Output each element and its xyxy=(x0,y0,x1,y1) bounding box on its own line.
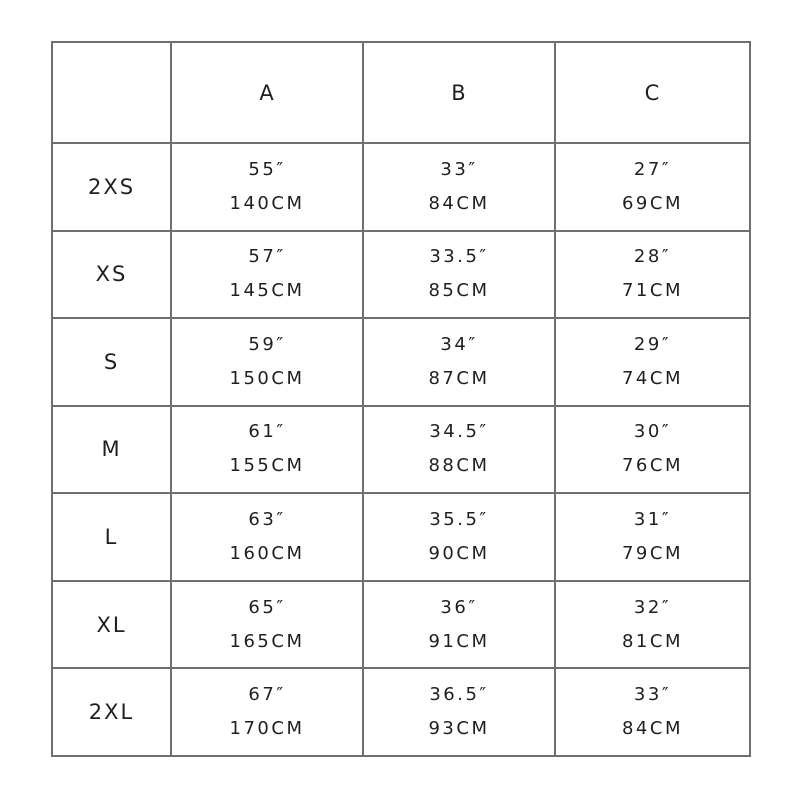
size-label: XL xyxy=(52,581,171,669)
measurement-pair xyxy=(172,597,362,653)
measurement-pair xyxy=(364,684,554,740)
measurement-pair xyxy=(556,509,749,565)
measurement-cell xyxy=(363,143,555,231)
centimeters-value: 71CM xyxy=(621,280,683,302)
measurement-pair xyxy=(556,159,749,215)
inches-value: 27″ xyxy=(633,158,672,180)
measurement-cell xyxy=(363,581,555,669)
table-row xyxy=(52,581,750,669)
measurement-pair xyxy=(364,597,554,653)
measurement-cell xyxy=(171,318,363,406)
header-row xyxy=(52,42,750,143)
centimeters-value: 140CM xyxy=(229,192,305,214)
centimeters-value: 93CM xyxy=(428,718,490,740)
measurement-pair xyxy=(364,334,554,390)
centimeters-value: 88CM xyxy=(428,455,490,477)
inches-value: 30″ xyxy=(633,421,672,443)
measurement-cell xyxy=(363,231,555,319)
measurement-cell xyxy=(171,581,363,669)
measurement-pair xyxy=(172,509,362,565)
measurement-pair xyxy=(556,246,749,302)
measurement-pair xyxy=(364,246,554,302)
centimeters-value: 74CM xyxy=(621,367,683,389)
inches-value: 63″ xyxy=(248,509,286,531)
measurement-cell xyxy=(171,668,363,756)
size-chart-table xyxy=(51,41,751,757)
measurement-cell xyxy=(555,493,750,581)
centimeters-value: 90CM xyxy=(428,543,490,565)
table-row xyxy=(52,143,750,231)
measurement-pair xyxy=(172,421,362,477)
inches-value: 31″ xyxy=(633,509,672,531)
measurement-cell xyxy=(555,668,750,756)
size-label: XS xyxy=(52,231,171,319)
centimeters-value: 150CM xyxy=(229,367,305,389)
size-label: S xyxy=(52,318,171,406)
table-row xyxy=(52,318,750,406)
size-label: L xyxy=(52,493,171,581)
centimeters-value: 84CM xyxy=(621,718,683,740)
inches-value: 65″ xyxy=(248,596,286,618)
corner-cell xyxy=(52,42,171,143)
inches-value: 35.5″ xyxy=(429,509,489,531)
centimeters-value: 84CM xyxy=(428,192,490,214)
measurement-cell xyxy=(171,493,363,581)
centimeters-value: 76CM xyxy=(621,455,683,477)
inches-value: 33.5″ xyxy=(429,246,489,268)
table-row xyxy=(52,668,750,756)
table-row xyxy=(52,231,750,319)
measurement-pair xyxy=(556,684,749,740)
measurement-cell xyxy=(171,231,363,319)
centimeters-value: 145CM xyxy=(229,280,305,302)
measurement-pair xyxy=(172,684,362,740)
measurement-cell xyxy=(171,406,363,494)
measurement-cell xyxy=(363,668,555,756)
inches-value: 57″ xyxy=(248,246,286,268)
size-label: M xyxy=(52,406,171,494)
inches-value: 34.5″ xyxy=(429,421,489,443)
measurement-pair xyxy=(556,597,749,653)
centimeters-value: 69CM xyxy=(621,192,683,214)
centimeters-value: 170CM xyxy=(229,718,305,740)
column-header-c: C xyxy=(555,42,750,143)
measurement-cell xyxy=(555,318,750,406)
size-label: 2XL xyxy=(52,668,171,756)
inches-value: 61″ xyxy=(248,421,286,443)
inches-value: 34″ xyxy=(440,333,478,355)
inches-value: 55″ xyxy=(248,158,286,180)
centimeters-value: 79CM xyxy=(621,543,683,565)
inches-value: 29″ xyxy=(633,333,672,355)
inches-value: 59″ xyxy=(248,333,286,355)
inches-value: 32″ xyxy=(633,596,672,618)
inches-value: 28″ xyxy=(633,246,672,268)
column-header-a: A xyxy=(171,42,363,143)
table-row xyxy=(52,493,750,581)
measurement-cell xyxy=(555,406,750,494)
measurement-cell xyxy=(171,143,363,231)
measurement-cell xyxy=(363,406,555,494)
measurement-pair xyxy=(364,421,554,477)
centimeters-value: 155CM xyxy=(229,455,305,477)
inches-value: 67″ xyxy=(248,684,286,706)
measurement-cell xyxy=(555,581,750,669)
centimeters-value: 87CM xyxy=(428,367,490,389)
inches-value: 33″ xyxy=(440,158,478,180)
column-header-b: B xyxy=(363,42,555,143)
centimeters-value: 91CM xyxy=(428,630,490,652)
size-rows xyxy=(52,143,750,756)
inches-value: 36″ xyxy=(440,596,478,618)
measurement-cell xyxy=(363,493,555,581)
measurement-pair xyxy=(172,246,362,302)
table-row xyxy=(52,406,750,494)
centimeters-value: 165CM xyxy=(229,630,305,652)
measurement-pair xyxy=(364,159,554,215)
centimeters-value: 160CM xyxy=(229,543,305,565)
inches-value: 36.5″ xyxy=(429,684,489,706)
measurement-cell xyxy=(555,231,750,319)
measurement-pair xyxy=(172,159,362,215)
measurement-pair xyxy=(556,421,749,477)
measurement-cell xyxy=(555,143,750,231)
measurement-pair xyxy=(556,334,749,390)
measurement-pair xyxy=(172,334,362,390)
centimeters-value: 81CM xyxy=(621,630,683,652)
measurement-pair xyxy=(364,509,554,565)
size-label: 2XS xyxy=(52,143,171,231)
measurement-cell xyxy=(363,318,555,406)
centimeters-value: 85CM xyxy=(428,280,490,302)
inches-value: 33″ xyxy=(633,684,672,706)
